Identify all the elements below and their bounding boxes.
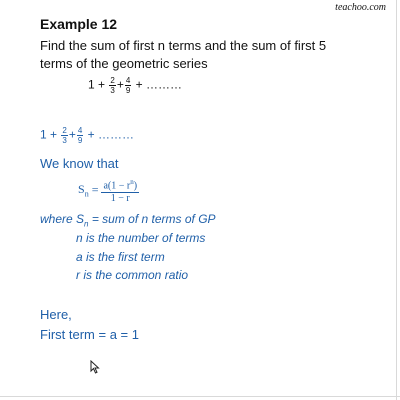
series-fraction-2: $\frac{4}{9}$ [77, 126, 83, 145]
we-know-that: We know that [40, 156, 119, 171]
series-fraction-1: $\frac{2}{3}$ [62, 126, 67, 145]
series-fraction-2: $\frac{4}{9}$ [125, 76, 131, 95]
series-tail: + ……… [87, 127, 134, 142]
example-title: Example 12 [40, 16, 118, 32]
watermark: teachoo.com [335, 2, 386, 13]
formula-fraction: $\frac{a(1 - r^n)}{1 - r}$ [103, 178, 138, 205]
page-border-bottom [0, 396, 400, 397]
plus-sign: + [68, 127, 76, 142]
where-r-line: r is the common ratio [76, 268, 189, 282]
where-sn-line: where $S_n$ = sum of n terms of GP [40, 212, 216, 229]
series-fraction-1: $\frac{2}{3}$ [110, 76, 115, 95]
sum-formula [78, 176, 139, 205]
first-term-line: First term = a = 1 [40, 327, 139, 342]
question-line-2: terms of the geometric series [40, 56, 208, 71]
here-label: Here, [40, 307, 72, 322]
where-a-line: a is the first term [76, 250, 165, 264]
where-n-line: n is the number of terms [76, 231, 206, 245]
question-series [88, 76, 182, 95]
solution-series [40, 126, 134, 145]
series-first-term: 1 + [88, 77, 106, 92]
series-first-term: 1 + [40, 127, 58, 142]
series-tail: + ……… [135, 77, 182, 92]
mouse-cursor-icon [90, 360, 100, 374]
formula-equals: = [88, 182, 102, 197]
plus-sign: + [116, 77, 124, 92]
page-border-right [396, 0, 397, 400]
question-line-1: Find the sum of first n terms and the sum of first 5 [40, 38, 327, 53]
formula-lhs: $S_n$ [78, 182, 89, 199]
